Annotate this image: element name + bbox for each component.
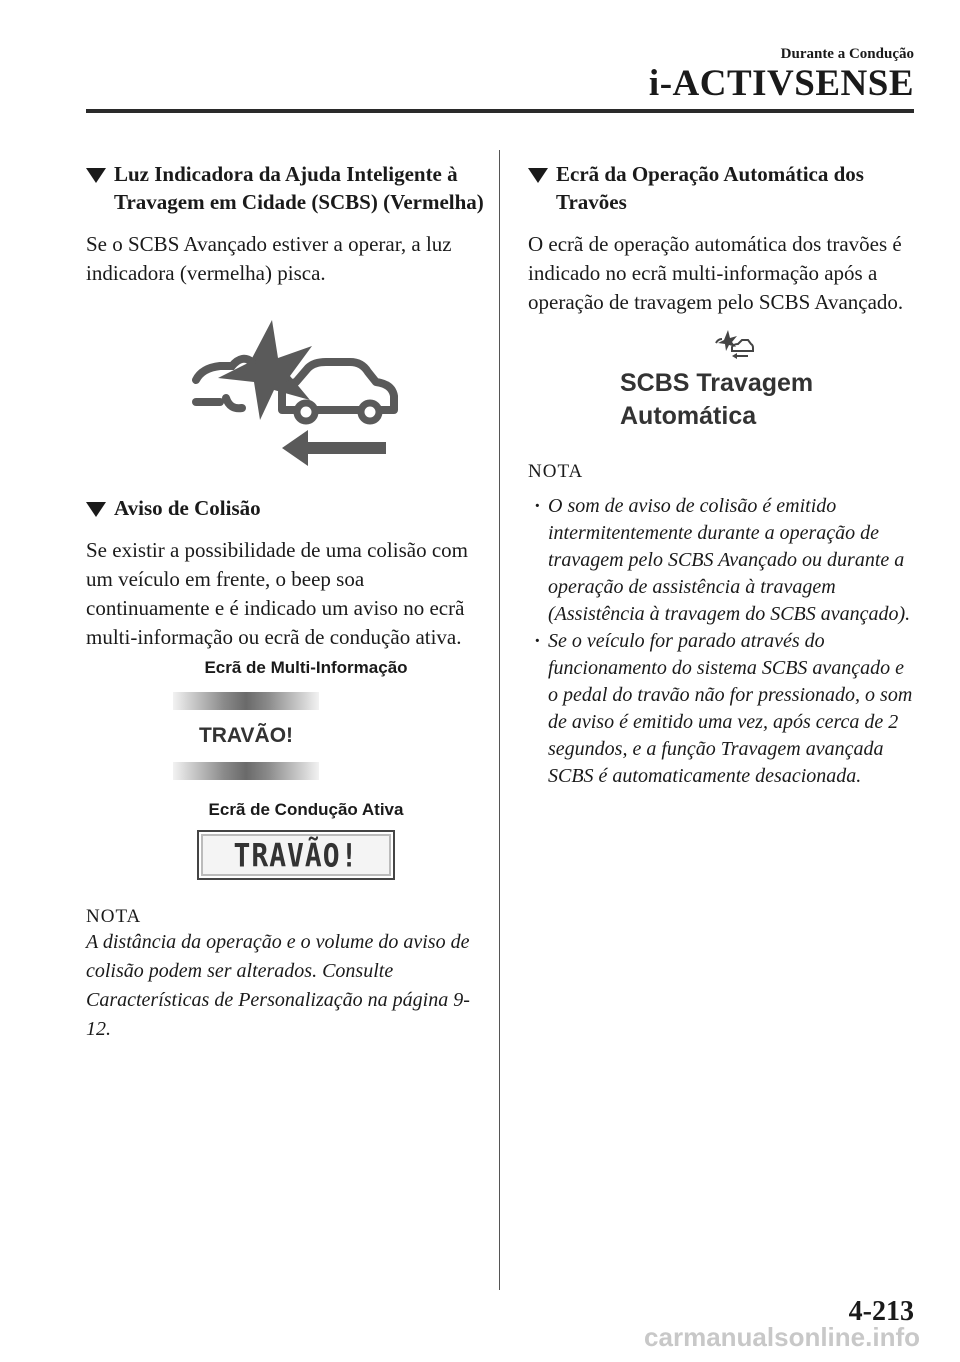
caption-active-driving: Ecrã de Condução Ativa (208, 800, 404, 819)
warning-box (197, 830, 395, 880)
heading-text: Ecrã da Operação Automática dos Travões (556, 162, 864, 214)
note-list (528, 493, 918, 790)
caption-multi-information: Ecrã de Multi-Informação (204, 658, 408, 677)
heading-text: Luz Indicadora da Ajuda Inteligente à Travagem em Cidade (SCBS) (Vermelha) (114, 162, 484, 214)
multi-info-display (146, 692, 346, 780)
gradient-bar-top (173, 692, 319, 710)
warning-multi-info: TRAVÃO! (198, 724, 294, 747)
chapter-title: i-ACTIVSENSE (648, 63, 914, 104)
triangle-bullet-icon (86, 168, 106, 183)
heading-collision-warning (86, 494, 486, 522)
auto-brake-display-line1: SCBS Travagem (620, 369, 814, 397)
section-title: Durante a Condução (780, 46, 914, 62)
list-item: · Se o veículo for parado através do funcionamento do sistema SCBS avançado e o pedal do travão não for pressionado, o som de aviso é emitido uma vez, após cerca de 2 segundos, e a função Travagem avançada SCBS é automaticamente desacionada. (528, 628, 918, 790)
left-column (86, 160, 486, 1044)
list-item: · O som de aviso de colisão é emitido intermitentemente durante a operação de travagem pelo SCBS Avançado ou durante a operação de assistência à travagem (Assistência à travagem do SCBS avançado). (528, 493, 918, 628)
triangle-bullet-icon (86, 502, 106, 517)
scbs-brake-icon (714, 329, 754, 359)
note-text: A distância da operação e o volume do aviso de colisão podem ser alterados. Consulte Características de Personalização na página 9-12. (86, 931, 470, 1040)
page-number: 4-213 (848, 1296, 914, 1327)
triangle-bullet-icon (528, 168, 548, 183)
watermark: carmanualsonline.info (644, 1322, 920, 1352)
scbs-collision-warning-icon (190, 318, 400, 468)
column-divider (499, 150, 500, 1290)
right-column (528, 160, 918, 806)
note-label: NOTA (528, 461, 584, 482)
heading-auto-brake-display (528, 160, 918, 216)
heading-text: Aviso de Colisão (114, 496, 261, 520)
paragraph-collision: Se existir a possibilidade de uma colisão com um veículo em frente, o beep soa continuamente e é indicado um aviso no ecrã multi-informação ou ecrã de condução ativa. (86, 538, 468, 649)
header-rule (86, 109, 914, 113)
paragraph-auto-brake: O ecrã de operação automática dos travões é indicado no ecrã multi-informação após a operação de travagem pelo SCBS Avançado. (528, 232, 904, 314)
auto-brake-display-line2: Automática (620, 402, 757, 430)
note-label: NOTA (86, 906, 142, 927)
paragraph-indicator: Se o SCBS Avançado estiver a operar, a luz indicadora (vermelha) pisca. (86, 232, 452, 285)
heading-indicator-light (86, 160, 486, 216)
gradient-bar-bottom (173, 762, 319, 780)
warning-active-driving: TRAVÃO! (233, 836, 359, 874)
active-driving-display (106, 830, 486, 880)
